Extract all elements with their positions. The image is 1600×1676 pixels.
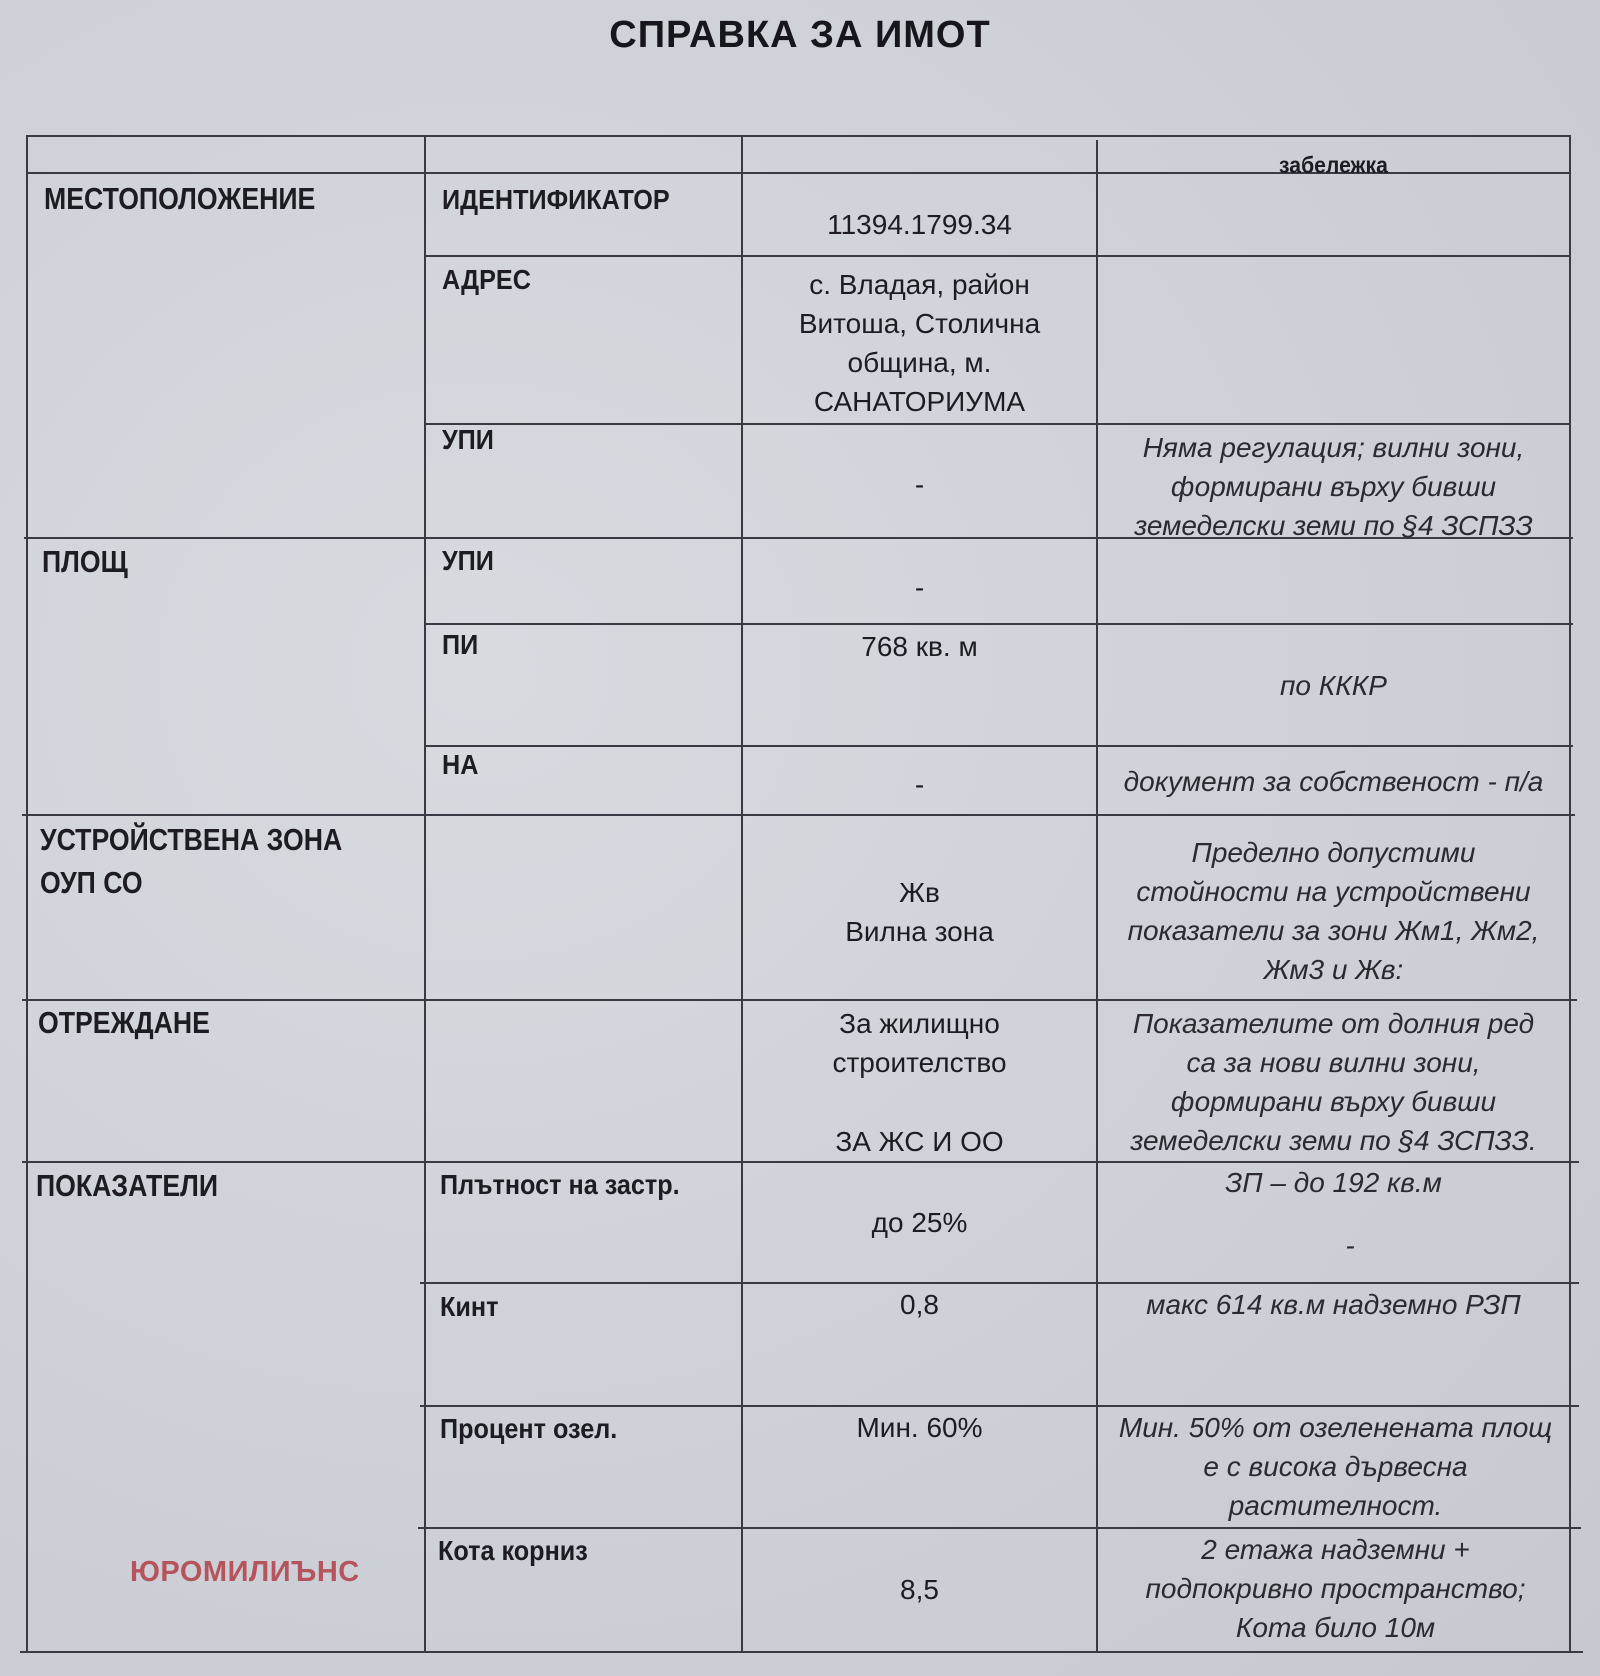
field-value-na: - <box>914 769 925 800</box>
table-border-left <box>26 135 28 1652</box>
field-note-pi: по КККР <box>1280 670 1387 701</box>
watermark-agency-name: ЮРОМИЛИЪНС <box>130 1556 360 1588</box>
field-value-purpose-extra: ЗА ЖС И ОО <box>835 1126 1004 1157</box>
field-value-density: до 25% <box>871 1207 968 1238</box>
field-value-pi: 768 кв. м <box>861 631 978 662</box>
table-rule <box>22 999 1577 1001</box>
field-label-greenery: Процент озел. <box>440 1413 618 1444</box>
table-rule <box>424 623 1573 625</box>
field-label-area-upi: УПИ <box>442 545 494 576</box>
field-note-density-extra: - <box>1345 1230 1355 1261</box>
field-note-kint: макс 614 кв.м надземно РЗП <box>1146 1289 1521 1320</box>
field-note-na: документ за собственост - п/а <box>1123 766 1544 797</box>
field-label-na: НА <box>442 749 479 780</box>
section-label-area: ПЛОЩ <box>42 544 128 579</box>
table-rule <box>418 1527 1581 1529</box>
table-col-divider <box>424 135 426 1652</box>
field-value-zone: Жв Вилна зона <box>845 877 994 947</box>
table-rule <box>420 1405 1579 1407</box>
field-label-identifier: ИДЕНТИФИКАТОР <box>442 184 670 215</box>
table-rule <box>424 745 1573 747</box>
field-value-upi: - <box>914 469 925 500</box>
table-border-bottom <box>20 1651 1583 1653</box>
field-value-area-upi: - <box>914 572 925 603</box>
table-rule <box>22 814 1575 816</box>
document-title: СПРАВКА ЗА ИМОТ <box>609 14 991 56</box>
table-rule <box>420 1282 1579 1284</box>
table-border-top <box>26 135 1571 137</box>
field-label-address: АДРЕС <box>442 264 531 295</box>
field-value-identifier: 11394.1799.34 <box>827 209 1012 240</box>
field-value-kint: 0,8 <box>900 1289 939 1320</box>
field-note-purpose: Показателите от долния ред са за нови вилни зони, формирани върху бивши земеделски земи по §4 ЗСПЗЗ. <box>1130 1008 1537 1156</box>
field-note-density: ЗП – до 192 кв.м <box>1225 1167 1442 1198</box>
column-header-note: забележка <box>1279 152 1388 178</box>
field-label-kint: Кинт <box>440 1291 499 1322</box>
field-label-density: Плътност на застр. <box>440 1169 680 1200</box>
field-label-pi: ПИ <box>442 629 479 660</box>
field-note-greenery: Мин. 50% от озеленената площ е с висока дървесна растителност. <box>1118 1412 1553 1521</box>
table-rule <box>424 423 1571 425</box>
section-label-purpose: ОТРЕЖДАНЕ <box>38 1005 210 1040</box>
field-value-greenery: Мин. 60% <box>856 1412 983 1443</box>
section-label-indicators: ПОКАЗАТЕЛИ <box>36 1168 218 1203</box>
field-label-cornice: Кота корниз <box>438 1535 588 1566</box>
section-label-zone: УСТРОЙСТВЕНА ЗОНА ОУП СО <box>40 822 343 900</box>
field-note-zone: Пределно допустими стойности на устройствени показатели за зони Жм1, Жм2, Жм3 и Жв: <box>1127 837 1540 985</box>
field-label-upi: УПИ <box>442 424 494 455</box>
table-rule <box>424 255 1571 257</box>
field-value-address: с. Владая, район Витоша, Столична община, м. САНАТОРИУМА <box>798 269 1041 417</box>
section-label-location: МЕСТОПОЛОЖЕНИЕ <box>44 181 316 216</box>
field-note-cornice: 2 етажа надземни + подпокривно пространство; Кота било 10м <box>1145 1534 1526 1643</box>
field-value-cornice: 8,5 <box>900 1574 939 1605</box>
field-value-purpose: За жилищно строителство <box>832 1008 1007 1078</box>
field-note-upi: Няма регулация; вилни зони, формирани върху бивши земеделски земи по §4 ЗСПЗЗ <box>1134 432 1533 541</box>
